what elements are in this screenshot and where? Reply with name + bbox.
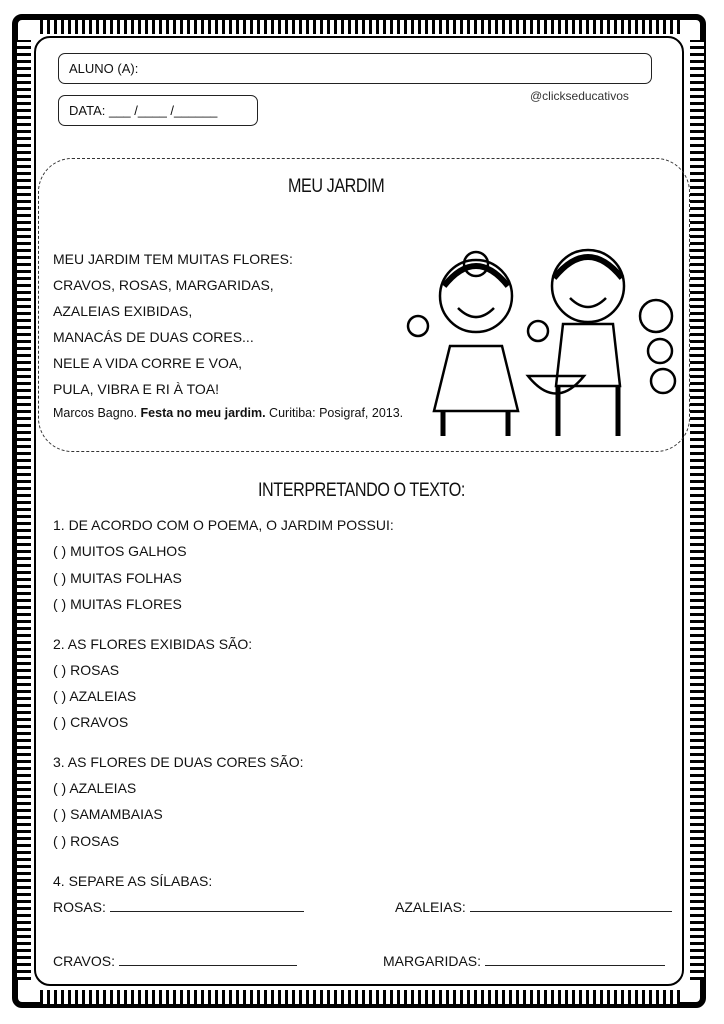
- student-name-field[interactable]: [58, 53, 652, 84]
- q1-option[interactable]: ( ) MUITOS GALHOS: [53, 543, 187, 559]
- q2-option[interactable]: ( ) CRAVOS: [53, 714, 129, 730]
- credit-handle: @clickseducativos: [530, 89, 629, 103]
- poem-citation: Marcos Bagno. Festa no meu jardim. Curitiba: Posigraf, 2013.: [53, 406, 404, 420]
- q1-option[interactable]: ( ) MUITAS FLORES: [53, 596, 182, 612]
- syllable-row[interactable]: ROSAS:: [53, 899, 304, 915]
- question-2: 2. AS FLORES EXIBIDAS SÃO:: [53, 636, 253, 652]
- poem-line: MANACÁS DE DUAS CORES...: [53, 329, 254, 345]
- poem-line: AZALEIAS EXIBIDAS,: [53, 303, 193, 319]
- syllable-row[interactable]: AZALEIAS:: [395, 899, 672, 915]
- border-stripes-left: [17, 40, 31, 980]
- border-stripes-bottom: [40, 990, 680, 1004]
- border-stripes-right: [690, 40, 704, 980]
- border-stripes-top: [40, 20, 680, 34]
- student-label: ALUNO (A):: [69, 61, 139, 76]
- section-title: INTERPRETANDO O TEXTO:: [258, 480, 465, 501]
- poem-line: CRAVOS, ROSAS, MARGARIDAS,: [53, 277, 274, 293]
- q2-option[interactable]: ( ) ROSAS: [53, 662, 120, 678]
- q2-option[interactable]: ( ) AZALEIAS: [53, 688, 137, 704]
- q3-option[interactable]: ( ) ROSAS: [53, 833, 120, 849]
- question-3: 3. AS FLORES DE DUAS CORES SÃO:: [53, 754, 304, 770]
- date-field[interactable]: [58, 95, 258, 126]
- poem-line: NELE A VIDA CORRE E VOA,: [53, 355, 243, 371]
- poem-title: MEU JARDIM: [288, 176, 385, 197]
- q3-option[interactable]: ( ) SAMAMBAIAS: [53, 806, 163, 822]
- q3-option[interactable]: ( ) AZALEIAS: [53, 780, 137, 796]
- question-1: 1. DE ACORDO COM O POEMA, O JARDIM POSSUI:: [53, 517, 394, 533]
- date-label: DATA: ___ /____ /______: [69, 103, 218, 118]
- q1-option[interactable]: ( ) MUITAS FOLHAS: [53, 570, 182, 586]
- poem-line: MEU JARDIM TEM MUITAS FLORES:: [53, 251, 293, 267]
- kids-illustration: [398, 236, 690, 448]
- syllable-row[interactable]: MARGARIDAS:: [383, 953, 665, 969]
- poem-line: PULA, VIBRA E RI À TOA!: [53, 381, 219, 397]
- syllable-row[interactable]: CRAVOS:: [53, 953, 297, 969]
- question-4: 4. SEPARE AS SÍLABAS:: [53, 873, 213, 889]
